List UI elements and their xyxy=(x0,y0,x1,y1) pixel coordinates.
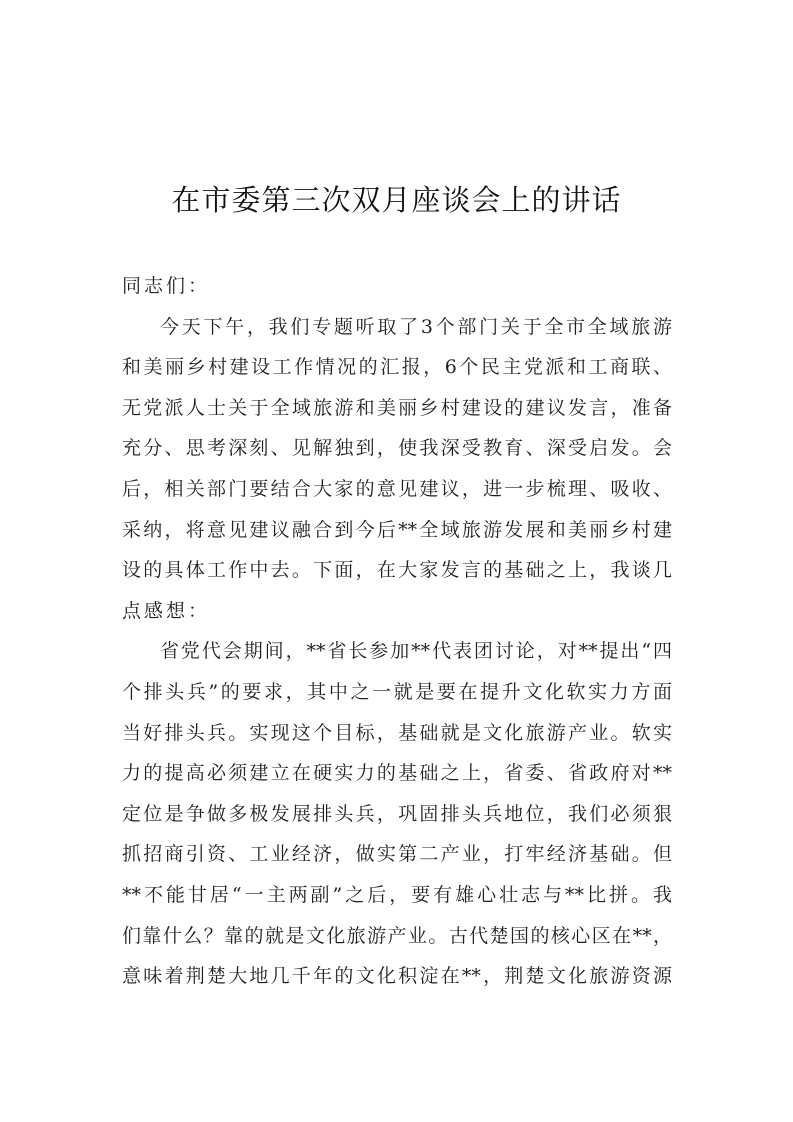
paragraph-line: 省党代会期间，**省长参加**代表团讨论，对**提出“四 xyxy=(160,640,672,663)
paragraph-line: 后，相关部门要结合大家的意见建议，进一步梳理、吸收、 xyxy=(122,477,672,500)
salutation: 同志们： xyxy=(122,275,211,297)
paragraph-line: 定位是争做多极发展排头兵，巩固排头兵地位，我们必须狠 xyxy=(122,802,672,825)
paragraph-line: 力的提高必须建立在硬实力的基础之上，省委、省政府对** xyxy=(122,762,672,785)
paragraph-2 xyxy=(122,631,672,996)
paragraph-line: 当好排头兵。实现这个目标，基础就是文化旅游产业。软实 xyxy=(122,721,672,744)
paragraph-line: 抓招商引资、工业经济，做实第二产业，打牢经济基础。但 xyxy=(122,843,672,866)
paragraph-line: 个排头兵”的要求，其中之一就是要在提升文化软实力方面 xyxy=(122,680,672,703)
paragraph-line: 和美丽乡村建设工作情况的汇报，6个民主党派和工商联、 xyxy=(122,356,672,379)
paragraph-line: **不能甘居“一主两副”之后，要有雄心壮志与**比拼。我 xyxy=(122,883,672,906)
paragraph-line: 点感想： xyxy=(122,599,211,622)
paragraph-line: 充分、思考深刻、见解独到，使我深受教育、深受启发。会 xyxy=(122,437,672,460)
document-title: 在市委第三次双月座谈会上的讲话 xyxy=(171,183,622,217)
paragraph-line: 设的具体工作中去。下面，在大家发言的基础之上，我谈几 xyxy=(122,559,672,582)
paragraph-line: 无党派人士关于全域旅游和美丽乡村建设的建议发言，准备 xyxy=(122,396,672,419)
document-body xyxy=(122,266,672,997)
paragraph-line: 意味着荆楚大地几千年的文化积淀在**，荆楚文化旅游资源 xyxy=(122,965,672,988)
paragraph-1 xyxy=(122,307,672,632)
paragraph-line: 今天下午，我们专题听取了3个部门关于全市全域旅游 xyxy=(160,315,672,338)
paragraph-line: 采纳，将意见建议融合到今后**全域旅游发展和美丽乡村建 xyxy=(122,518,672,541)
paragraph-line: 们靠什么？靠的就是文化旅游产业。古代楚国的核心区在**， xyxy=(122,924,672,947)
